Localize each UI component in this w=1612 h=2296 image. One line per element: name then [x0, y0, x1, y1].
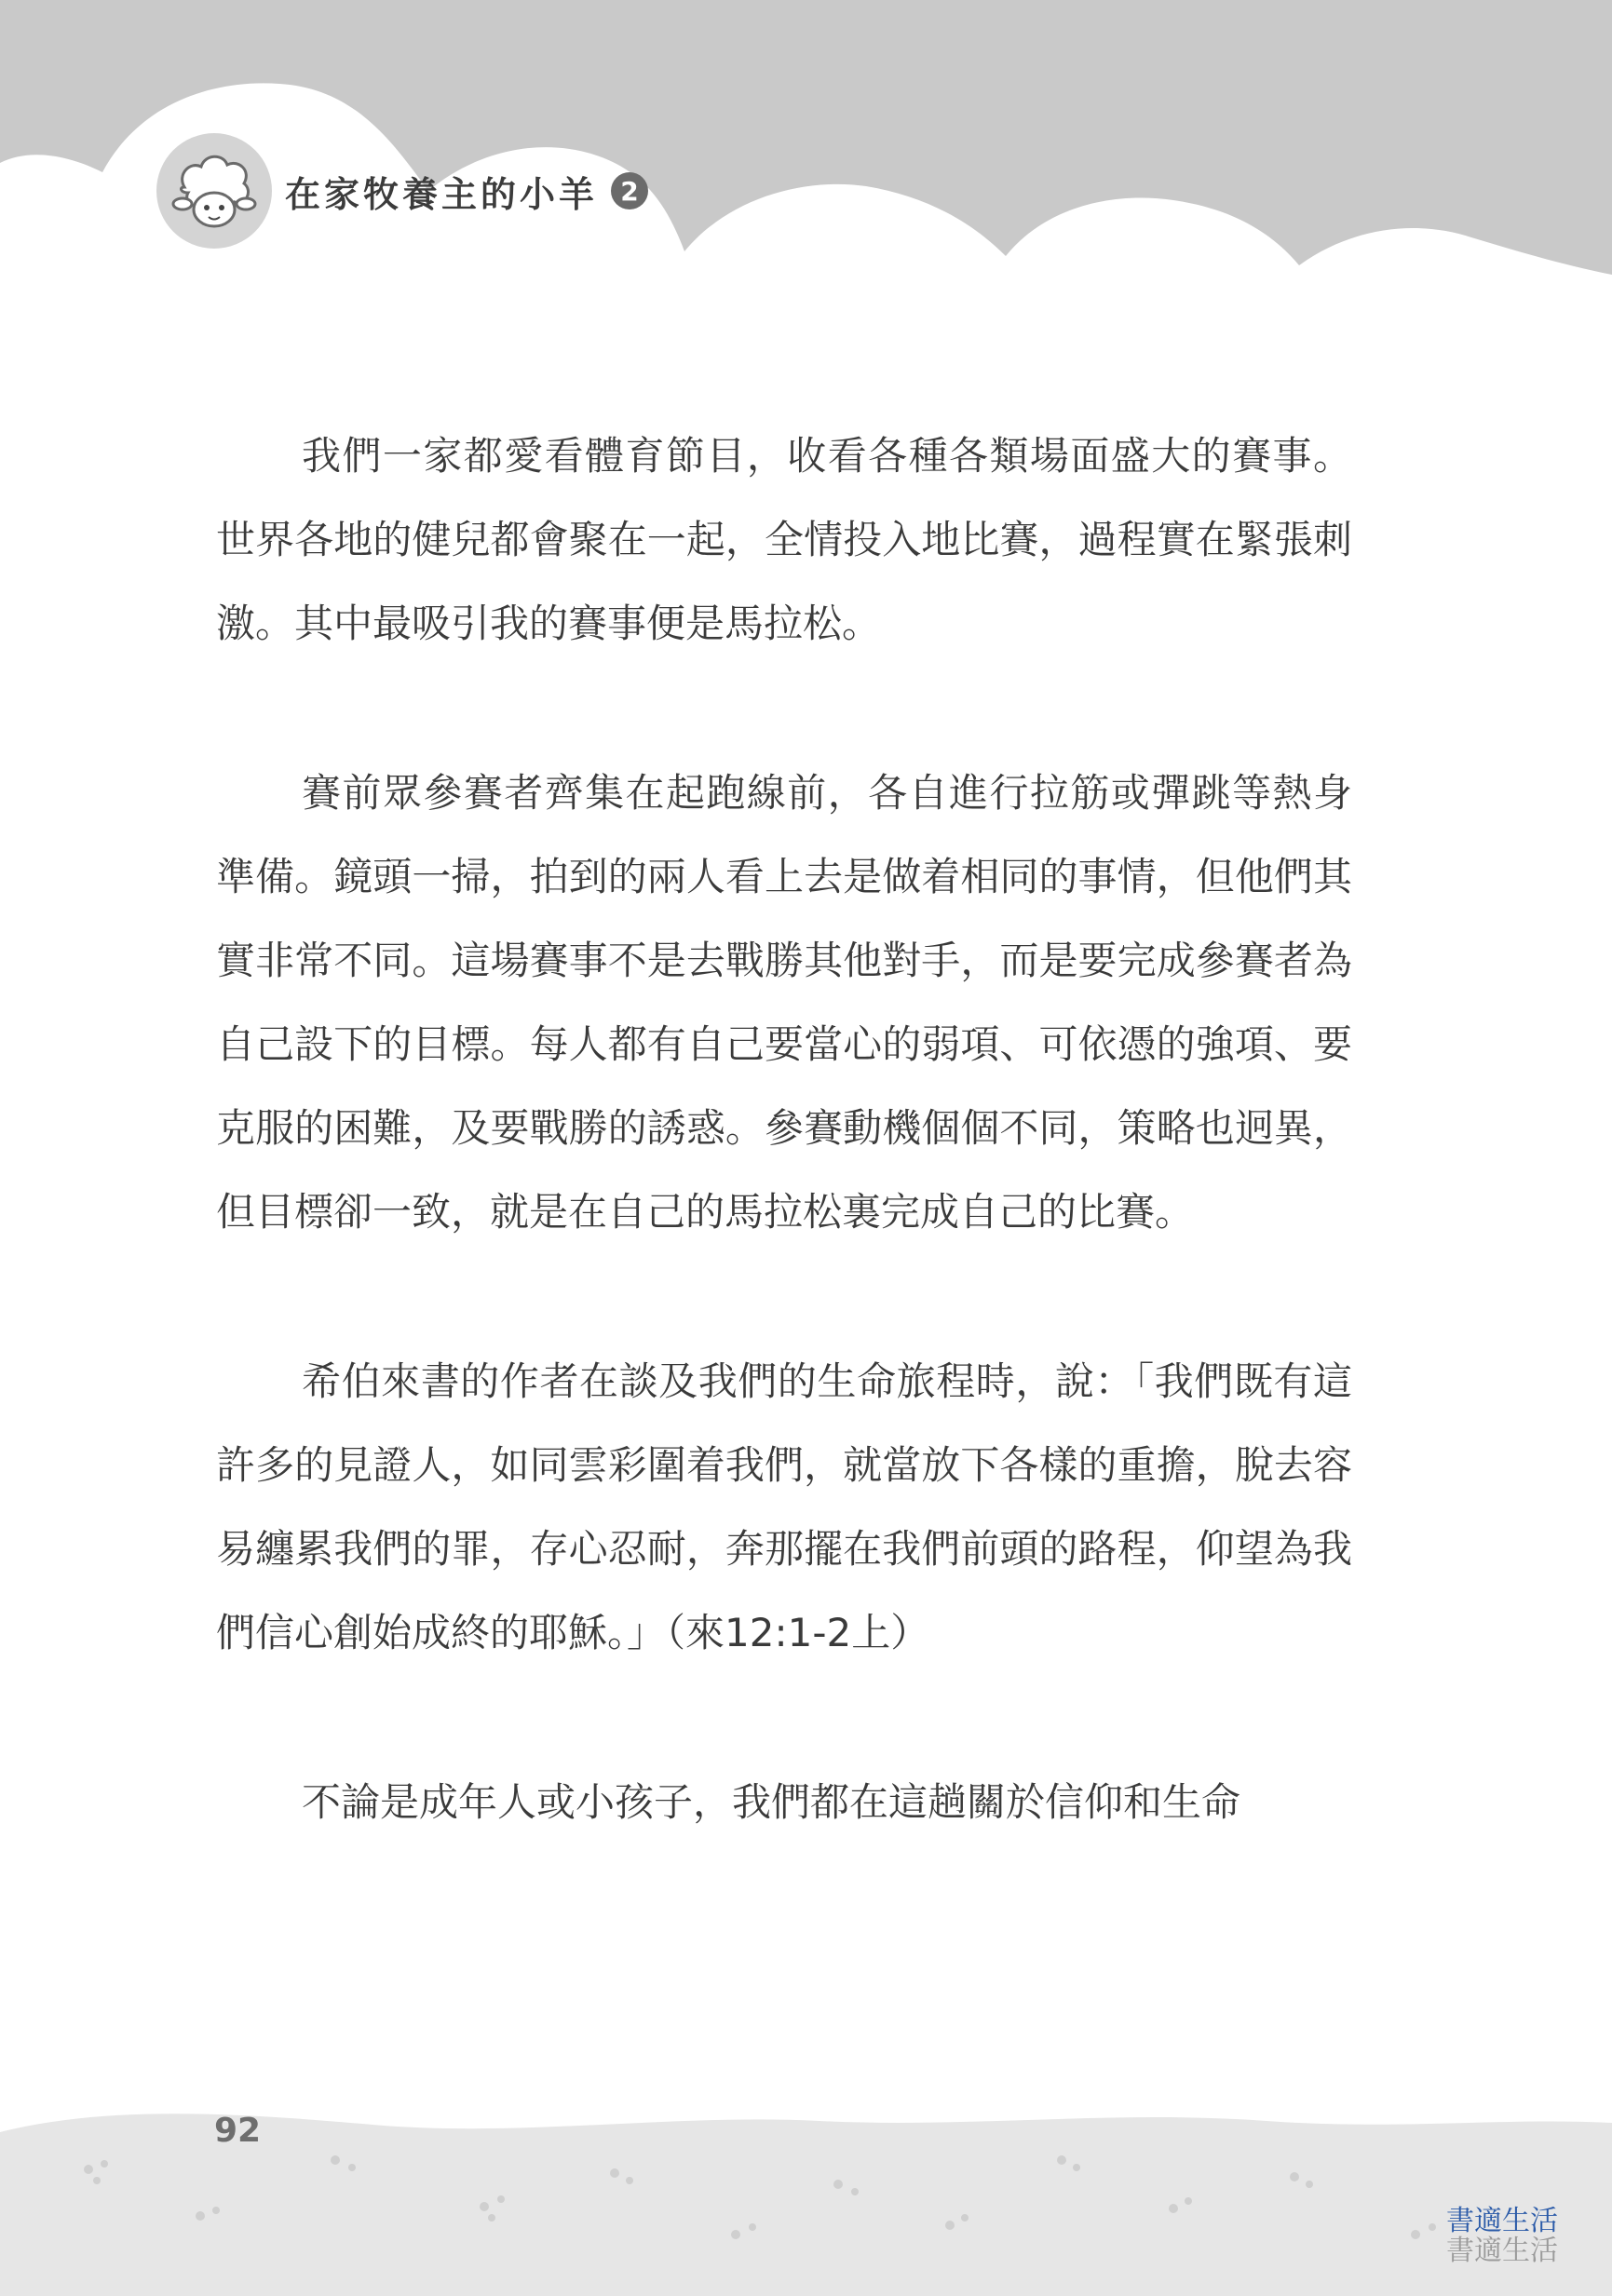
sheep-icon	[156, 133, 272, 249]
body-text	[216, 414, 1352, 1930]
watermark	[1446, 2207, 1558, 2266]
watermark-line: 書適生活	[1446, 2235, 1558, 2267]
volume-badge: 2	[611, 172, 648, 209]
paragraph: 賽前眾參賽者齊集在起跑線前，各自進行拉筋或彈跳等熱身準備。鏡頭一掃，拍到的兩人看上去是做着相同的事情，但他們其實非常不同。這場賽事不是去戰勝其他對手，而是要完成參賽者為自己設下的目標。每人都有自己要當心的弱項、可依憑的強項、要克服的困難，及要戰勝的誘惑。參賽動機個個不同，策略也迥異，但目標卻一致，就是在自己的馬拉松裏完成自己的比賽。	[216, 770, 1352, 1235]
book-series-header	[156, 130, 648, 251]
paragraph: 我們一家都愛看體育節目，收看各種各類場面盛大的賽事。世界各地的健兒都會聚在一起，全情投入地比賽，過程實在緊張刺激。其中最吸引我的賽事便是馬拉松。	[216, 433, 1352, 646]
series-title: 在家牧養主的小羊	[285, 173, 599, 215]
page-number: 92	[214, 2112, 262, 2150]
paragraph: 不論是成年人或小孩子，我們都在這趟關於信仰和生命	[302, 1779, 1241, 1825]
watermark-line: 書適生活	[1446, 2205, 1558, 2237]
paragraph: 希伯來書的作者在談及我們的生命旅程時，說：「我們既有這許多的見證人，如同雲彩圍着我們，就當放下各樣的重擔，脫去容易纏累我們的罪，存心忍耐，奔那擺在我們前頭的路程，仰望為我們信心創始成終的耶穌。」（來12:1-2上）	[216, 1358, 1352, 1655]
